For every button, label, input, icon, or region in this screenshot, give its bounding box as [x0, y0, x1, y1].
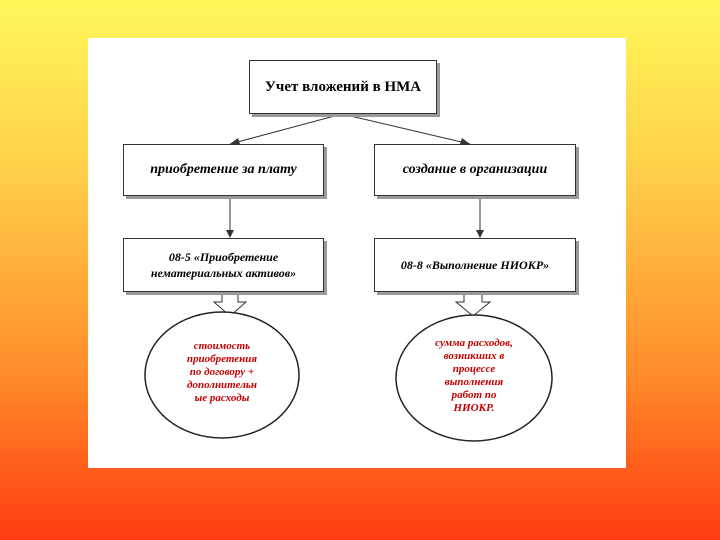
cost-line: по договору + — [189, 366, 255, 378]
branch-box-creation — [374, 144, 576, 196]
connector-root-right — [342, 114, 470, 144]
account-box-08-8 — [374, 238, 576, 292]
root-box — [249, 60, 437, 114]
account-line-08-5-1: 08-5 «Приобретение — [168, 250, 279, 264]
cost-line: НИОКР. — [453, 402, 495, 414]
account-line-08-8-1: 08-8 «Выполнение НИОКР» — [400, 258, 550, 272]
cost-line: работ по — [451, 389, 497, 401]
account-line-08-5-2: нематериальных активов» — [150, 266, 297, 280]
cost-line: приобретения — [186, 353, 258, 365]
branch-box-purchase — [123, 144, 324, 196]
cost-line: сумма расходов, — [435, 337, 513, 349]
branch-label-creation: создание в организации — [402, 162, 548, 177]
cost-text-left — [160, 340, 284, 405]
cost-line: дополнительн — [187, 379, 257, 391]
cost-line: возникших в — [443, 350, 505, 362]
cost-line: процессе — [452, 363, 496, 375]
cost-line: ые расходы — [194, 392, 250, 404]
branch-label-purchase: приобретение за плату — [150, 162, 297, 177]
arrowhead-left-down — [226, 230, 234, 238]
cost-line: выполнения — [444, 376, 504, 388]
cost-text-right — [412, 337, 536, 415]
account-box-08-5 — [123, 238, 324, 292]
cost-line: стоимость — [193, 340, 251, 352]
root-label: Учет вложений в НМА — [264, 78, 422, 95]
connector-root-left — [230, 114, 342, 144]
arrowhead-right-down — [476, 230, 484, 238]
block-arrow-right — [456, 292, 490, 316]
